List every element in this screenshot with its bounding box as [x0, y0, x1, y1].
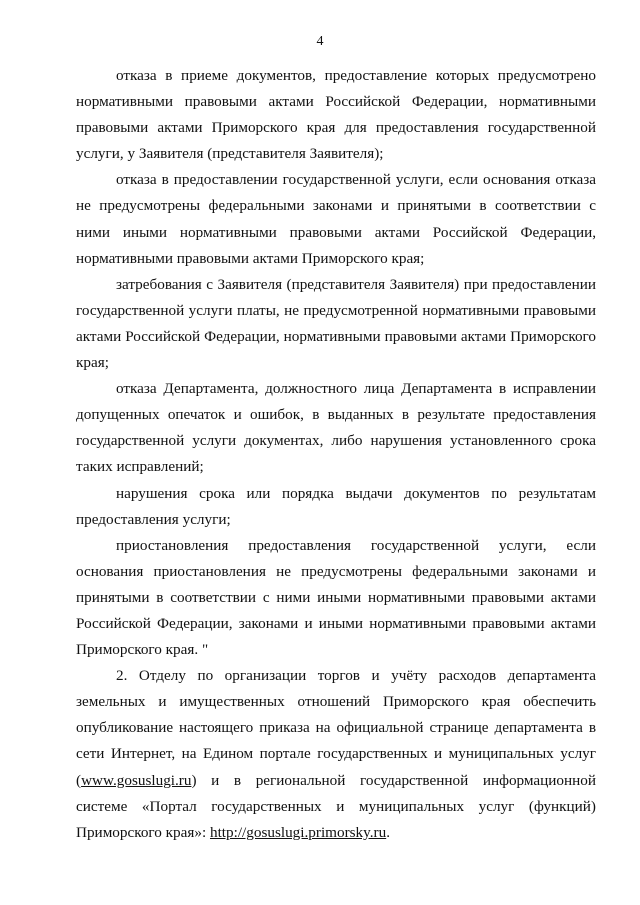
paragraph-publication-order: [76, 663, 596, 846]
paragraph-refusal-provide-service: отказа в предоставлении государственной услуги, если основания отказа не предусмотрены федеральными законами и принятыми в соответствии с ними иными нормативными правовыми актами Российской Федерации, нормативными правовыми актами Приморского края;: [76, 171, 596, 267]
paragraph-suspension: приостановления предоставления государственной услуги, если основания приостановления не предусмотрены федеральными законами и принятыми в соответствии с ними иными нормативными правовыми актами Российской Федерации, законами и иными нормативными правовыми актами Приморского края. ": [76, 536, 596, 659]
publication-text-1: 2. Отделу по организации торгов и учёту расходов департамента земельных и имущественных отношений Приморского края обеспечить опубликование настоящего приказа на официальной странице департамента в сети Интернет, на Едином портале государственных и муниципальных услуг (: [76, 667, 596, 789]
paragraph-refusal-accept-docs: отказа в приеме документов, предоставление которых предусмотрено нормативными правовыми актами Российской Федерации, нормативными правовыми актами Приморского края для предоставления государственной услуги, у Заявителя (представителя Заявителя);: [76, 67, 596, 163]
paragraph-fee-demand: затребования с Заявителя (представителя Заявителя) при предоставлении государственной услуги платы, не предусмотренной нормативными правовыми актами Российской Федерации, нормативными правовыми актами Приморского края;: [76, 275, 596, 372]
page-number: 4: [316, 34, 324, 49]
paragraph-issuance-violation: нарушения срока или порядка выдачи документов по результатам предоставления услуги;: [76, 484, 596, 528]
publication-text-2: ) и в региональной государственной информационной системе «Портал государственных и муниципальных услуг (функций) Приморского края»:: [76, 771, 596, 841]
primorsky-gosuslugi-link[interactable]: http://gosuslugi.primorsky.ru: [209, 823, 387, 841]
paragraph-refusal-corrections: отказа Департамента, должностного лица Департамента в исправлении допущенных опечаток и ошибок, в выданных в результате предоставления государственной услуги документах, либо нарушения установленного срока таких исправлений;: [76, 380, 596, 476]
gosuslugi-link[interactable]: www.gosuslugi.ru: [81, 771, 192, 789]
publication-text-3: .: [386, 823, 390, 841]
document-body: [76, 63, 596, 846]
